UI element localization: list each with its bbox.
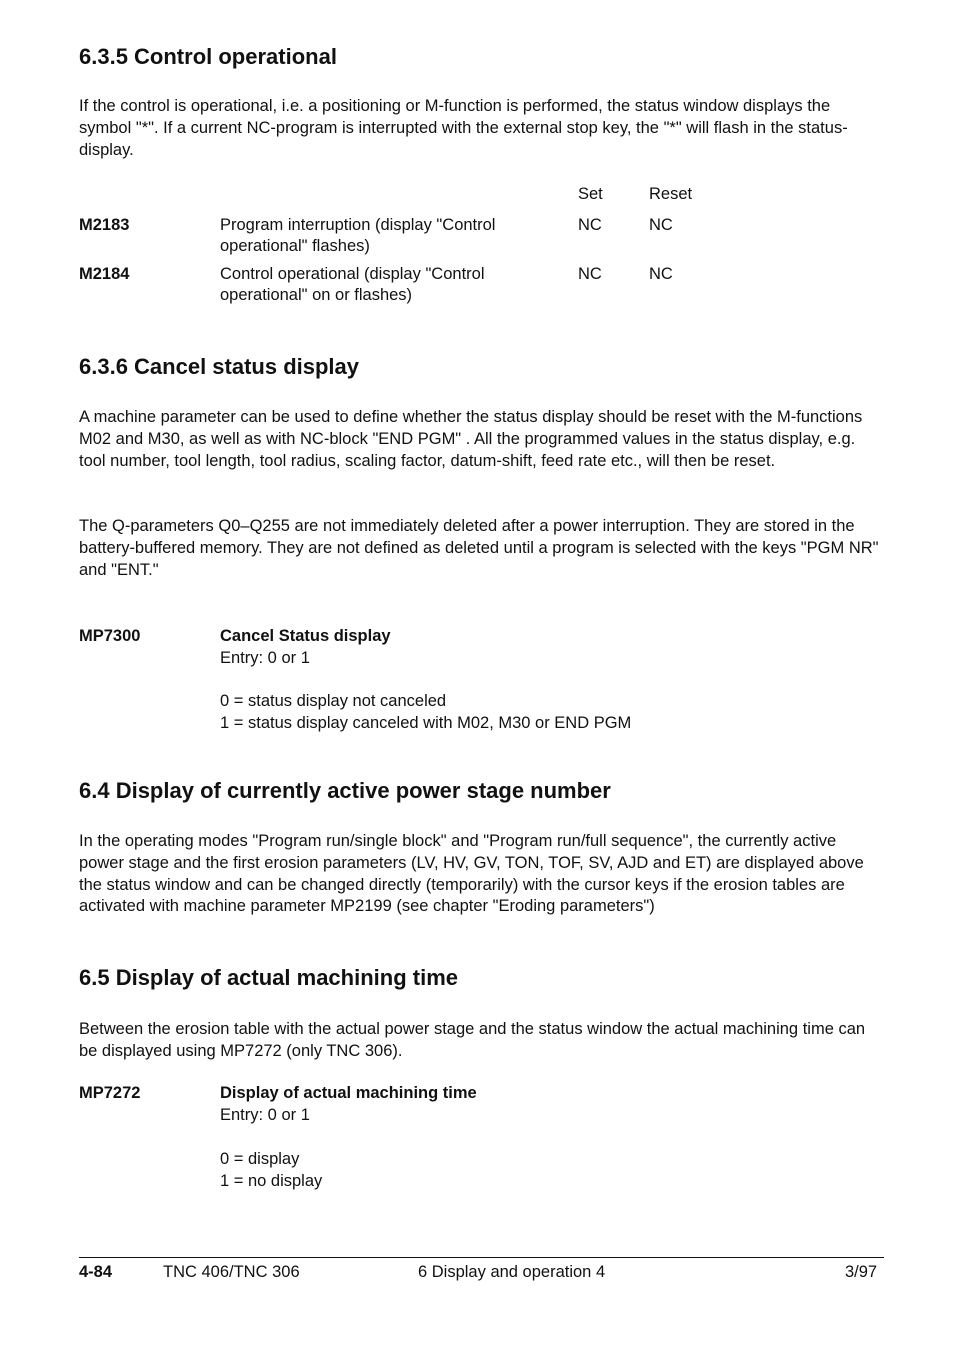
paragraph-q-parameters: The Q-parameters Q0–Q255 are not immediately deleted after a power interruption. They are stored in the battery-buffered memory. They are not defined as deleted until a program is selected with the keys "PGM NR" and "ENT." <box>79 517 879 579</box>
heading-6-4: 6.4 Display of currently active power stage number <box>79 778 611 803</box>
heading-6-5: 6.5 Display of actual machining time <box>79 965 458 990</box>
paragraph-machining-time: Between the erosion table with the actual power stage and the status window the actual machining time can be displayed using MP7272 (only TNC 306). <box>79 1020 866 1060</box>
heading-6-3-5: 6.3.5 Control operational <box>79 44 337 69</box>
mp-entry: Entry: 0 or 1 <box>220 649 310 667</box>
table-header-set: Set <box>578 185 603 203</box>
table-row-reset: NC <box>649 265 673 283</box>
table-row-set: NC <box>578 216 602 234</box>
mp-title: Cancel Status display <box>220 627 391 645</box>
mp-code: MP7272 <box>79 1084 141 1102</box>
footer-date: 3/97 <box>845 1263 878 1281</box>
mp-code: MP7300 <box>79 627 141 645</box>
table-row-desc: Control operational (display "Control <box>220 265 485 283</box>
mp-entry: Entry: 0 or 1 <box>220 1106 310 1124</box>
table-row-code: M2184 <box>79 265 130 283</box>
mp-option: 1 = status display canceled with M02, M30 or END PGM <box>220 714 632 732</box>
mp-option: 1 = no display <box>220 1172 323 1190</box>
mp-title: Display of actual machining time <box>220 1084 477 1102</box>
footer-divider <box>79 1257 884 1258</box>
paragraph-cancel-status: A machine parameter can be used to define whether the status display should be reset with the M-functions M02 and M30, as well as with NC-block "END PGM" . All the programmed values in the status display, e.g. tool number, tool length, tool radius, scaling factor, datum-shift, feed rate etc., will then be reset. <box>79 408 863 470</box>
paragraph-power-stage: In the operating modes "Program run/single block" and "Program run/full sequence", the currently active power stage and the first erosion parameters (LV, HV, GV, TON, TOF, SV, AJD and ET) are displayed above the status window and can be changed directly (temporarily) with the cursor keys if the erosion tables are activated with machine parameter MP2199 (see chapter "Eroding parameters") <box>79 832 864 916</box>
table-row-desc: operational" on or flashes) <box>220 286 413 304</box>
footer-page-number: 4-84 <box>79 1263 113 1281</box>
footer-chapter: 6 Display and operation 4 <box>418 1263 606 1281</box>
table-row-reset: NC <box>649 216 673 234</box>
table-header-reset: Reset <box>649 185 693 203</box>
paragraph-control-operational: If the control is operational, i.e. a positioning or M-function is performed, the status window displays the symbol "*". If a current NC-program is interrupted with the external stop key, the "*" will flash in the status-display. <box>79 97 848 159</box>
mp-option: 0 = status display not canceled <box>220 692 447 710</box>
table-row-desc: Program interruption (display "Control <box>220 216 496 234</box>
table-row-code: M2183 <box>79 216 130 234</box>
table-row-set: NC <box>578 265 602 283</box>
mp-option: 0 = display <box>220 1150 300 1168</box>
footer-model: TNC 406/TNC 306 <box>163 1263 300 1281</box>
heading-6-3-6: 6.3.6 Cancel status display <box>79 354 360 379</box>
table-row-desc: operational" flashes) <box>220 237 370 255</box>
